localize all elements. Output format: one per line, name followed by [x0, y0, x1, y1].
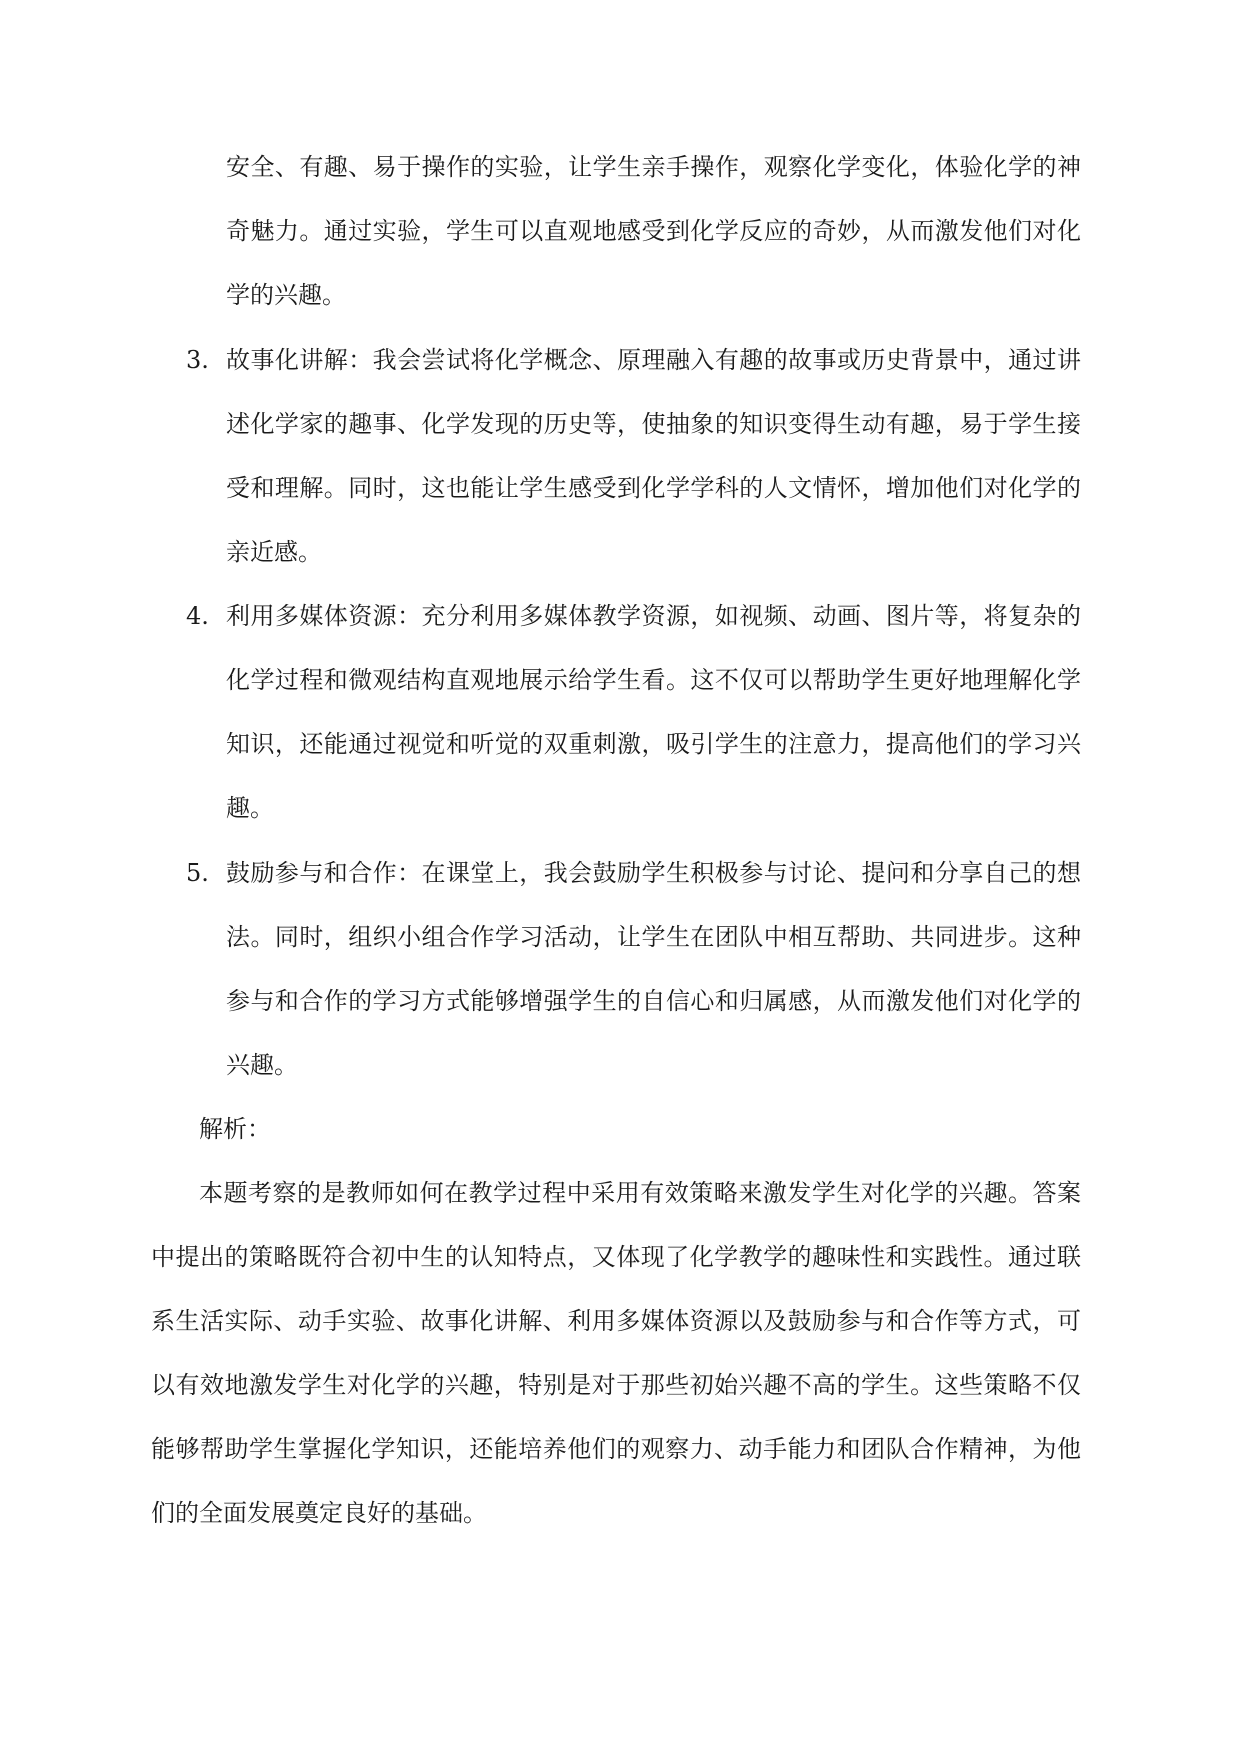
analysis-line: 系生活实际、动手实验、故事化讲解、利用多媒体资源以及鼓励参与和合作等方式，可: [151, 1307, 1081, 1335]
analysis-line: 以有效地激发学生对化学的兴趣，特别是对于那些初始兴趣不高的学生。这些策略不仅: [151, 1371, 1081, 1399]
list-item-line: 亲近感。: [226, 538, 322, 566]
list-item-line: 鼓励参与和合作：在课堂上，我会鼓励学生积极参与讨论、提问和分享自己的想: [226, 859, 1081, 887]
list-item-line: 参与和合作的学习方式能够增强学生的自信心和归属感，从而激发他们对化学的: [226, 987, 1081, 1015]
analysis-heading: 解析：: [199, 1115, 271, 1143]
list-item-line: 趣。: [226, 794, 274, 822]
list-item-line: 述化学家的趣事、化学发现的历史等，使抽象的知识变得生动有趣，易于学生接: [226, 410, 1081, 438]
list-item-number: 3.: [186, 346, 209, 374]
list-item-line: 兴趣。: [226, 1051, 298, 1079]
analysis-line: 本题考察的是教师如何在教学过程中采用有效策略来激发学生对化学的兴趣。答案: [199, 1179, 1081, 1207]
analysis-line: 们的全面发展奠定良好的基础。: [151, 1499, 487, 1527]
list-item-number: 4.: [186, 602, 209, 630]
analysis-line: 能够帮助学生掌握化学知识，还能培养他们的观察力、动手能力和团队合作精神，为他: [151, 1435, 1081, 1463]
list-item-line: 法。同时，组织小组合作学习活动，让学生在团队中相互帮助、共同进步。这种: [226, 923, 1081, 951]
list-item-line: 知识，还能通过视觉和听觉的双重刺激，吸引学生的注意力，提高他们的学习兴: [226, 730, 1081, 758]
paragraph-line: 学的兴趣。: [226, 281, 346, 309]
list-item-line: 故事化讲解：我会尝试将化学概念、原理融入有趣的故事或历史背景中，通过讲: [226, 346, 1081, 374]
list-item-line: 受和理解。同时，这也能让学生感受到化学学科的人文情怀，增加他们对化学的: [226, 474, 1081, 502]
list-item-line: 利用多媒体资源：充分利用多媒体教学资源，如视频、动画、图片等，将复杂的: [226, 602, 1081, 630]
analysis-line: 中提出的策略既符合初中生的认知特点，又体现了化学教学的趣味性和实践性。通过联: [151, 1243, 1081, 1271]
list-item-number: 5.: [186, 859, 209, 887]
paragraph-line: 安全、有趣、易于操作的实验，让学生亲手操作，观察化学变化，体验化学的神: [226, 153, 1081, 181]
paragraph-line: 奇魅力。通过实验，学生可以直观地感受到化学反应的奇妙，从而激发他们对化: [226, 217, 1081, 245]
list-item-line: 化学过程和微观结构直观地展示给学生看。这不仅可以帮助学生更好地理解化学: [226, 666, 1081, 694]
